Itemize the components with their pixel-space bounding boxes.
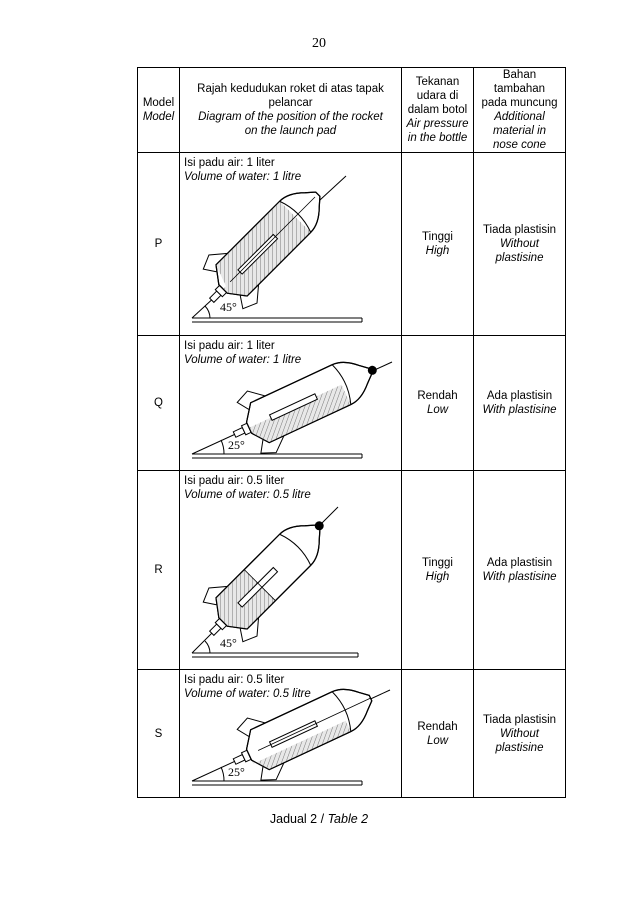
angle-arc bbox=[221, 767, 224, 781]
header-material-en-1: Additional bbox=[494, 111, 545, 123]
material-ms: Tiada plastisin bbox=[482, 713, 557, 726]
pressure-cell bbox=[402, 670, 474, 798]
pressure-en: High bbox=[425, 245, 450, 257]
header-diagram-ms-2: pelancar bbox=[268, 97, 313, 109]
material-en-1: With plastisine bbox=[482, 404, 557, 416]
table-caption bbox=[0, 812, 638, 826]
model-cell: Q bbox=[138, 336, 180, 471]
pressure-ms: Rendah bbox=[417, 390, 458, 402]
table-caption-ms: Jadual 2 bbox=[269, 812, 318, 826]
material-ms: Ada plastisin bbox=[486, 557, 553, 569]
header-pressure-ms-2: udara di bbox=[416, 90, 459, 102]
volume-en: Volume of water: 0.5 litre bbox=[184, 688, 311, 700]
material-cell bbox=[474, 471, 566, 670]
header-pressure-en-1: Air pressure bbox=[406, 118, 469, 130]
rocket-diagram bbox=[180, 336, 402, 470]
diagram-cell bbox=[180, 471, 402, 670]
header-model bbox=[138, 68, 180, 153]
material-en-1: With plastisine bbox=[482, 571, 557, 583]
rocket bbox=[220, 670, 385, 792]
pressure-ms: Tinggi bbox=[422, 231, 453, 243]
angle-label: 45° bbox=[220, 300, 237, 314]
material-en-2: plastisine bbox=[495, 252, 544, 264]
header-diagram-en-1: Diagram of the position of the rocket bbox=[198, 111, 383, 123]
header-diagram bbox=[180, 68, 402, 153]
pressure-ms: Rendah bbox=[417, 720, 458, 733]
header-material-en-2: material in bbox=[492, 125, 547, 137]
pressure-en: Low bbox=[426, 404, 449, 416]
pressure-cell bbox=[402, 336, 474, 471]
material-cell bbox=[474, 336, 566, 471]
model-cell: P bbox=[138, 153, 180, 336]
pressure-cell bbox=[402, 471, 474, 670]
header-material-en-3: nose cone bbox=[492, 139, 547, 151]
model-cell: S bbox=[138, 670, 180, 798]
rocket-diagram bbox=[180, 670, 402, 797]
header-material-ms-1: Bahan bbox=[502, 69, 537, 81]
table-row-q bbox=[138, 336, 566, 471]
pressure-cell bbox=[402, 153, 474, 336]
volume-ms: Isi padu air: 0.5 liter bbox=[184, 475, 285, 487]
angle-arc bbox=[221, 440, 224, 454]
material-en-2: plastisine bbox=[495, 741, 544, 754]
header-diagram-ms-1: Rajah kedudukan roket di atas tapak bbox=[197, 83, 384, 95]
volume-ms: Isi padu air: 1 liter bbox=[184, 157, 275, 169]
table-caption-separator: / bbox=[317, 812, 328, 826]
material-cell bbox=[474, 153, 566, 336]
header-material bbox=[474, 68, 566, 153]
volume-ms: Isi padu air: 1 liter bbox=[184, 340, 275, 352]
material-ms: Ada plastisin bbox=[486, 390, 553, 402]
header-pressure bbox=[402, 68, 474, 153]
diagram-cell bbox=[180, 153, 402, 336]
header-model-en: Model bbox=[142, 111, 175, 123]
angle-arc bbox=[205, 306, 210, 318]
header-pressure-ms-1: Tekanan bbox=[415, 76, 460, 88]
angle-label: 25° bbox=[228, 438, 245, 452]
volume-ms: Isi padu air: 0.5 liter bbox=[184, 674, 285, 686]
header-diagram-en-2: on the launch pad bbox=[244, 125, 337, 137]
header-pressure-ms-3: dalam botol bbox=[407, 104, 468, 116]
diagram-cell bbox=[180, 670, 402, 798]
angle-arc bbox=[205, 641, 210, 653]
angle-label: 45° bbox=[220, 636, 237, 650]
volume-en: Volume of water: 1 litre bbox=[184, 354, 302, 366]
table-row-p bbox=[138, 153, 566, 336]
material-en-1: Without bbox=[500, 238, 539, 250]
header-pressure-en-2: in the bottle bbox=[407, 132, 468, 144]
pressure-en: Low bbox=[426, 734, 449, 747]
header-row bbox=[138, 68, 566, 153]
table-row-s bbox=[138, 670, 566, 798]
table-caption-en: Table 2 bbox=[327, 812, 369, 826]
header-material-ms-3: pada muncung bbox=[481, 97, 558, 109]
rocket-diagram bbox=[180, 471, 402, 669]
page-number: 20 bbox=[312, 36, 326, 51]
volume-en: Volume of water: 0.5 litre bbox=[184, 489, 311, 501]
material-cell bbox=[474, 670, 566, 798]
material-en-1: Without bbox=[500, 727, 539, 740]
rocket-table bbox=[137, 67, 566, 798]
pressure-ms: Tinggi bbox=[422, 557, 453, 569]
table-row-r bbox=[138, 471, 566, 670]
rocket bbox=[220, 338, 391, 466]
angle-label: 25° bbox=[228, 765, 245, 779]
pressure-en: High bbox=[425, 571, 450, 583]
material-ms: Tiada plastisin bbox=[482, 224, 557, 236]
header-model-ms: Model bbox=[142, 97, 175, 109]
volume-en: Volume of water: 1 litre bbox=[184, 171, 302, 183]
model-cell: R bbox=[138, 471, 180, 670]
diagram-cell bbox=[180, 336, 402, 471]
rocket-diagram bbox=[180, 153, 402, 335]
header-material-ms-2: tambahan bbox=[493, 83, 546, 95]
